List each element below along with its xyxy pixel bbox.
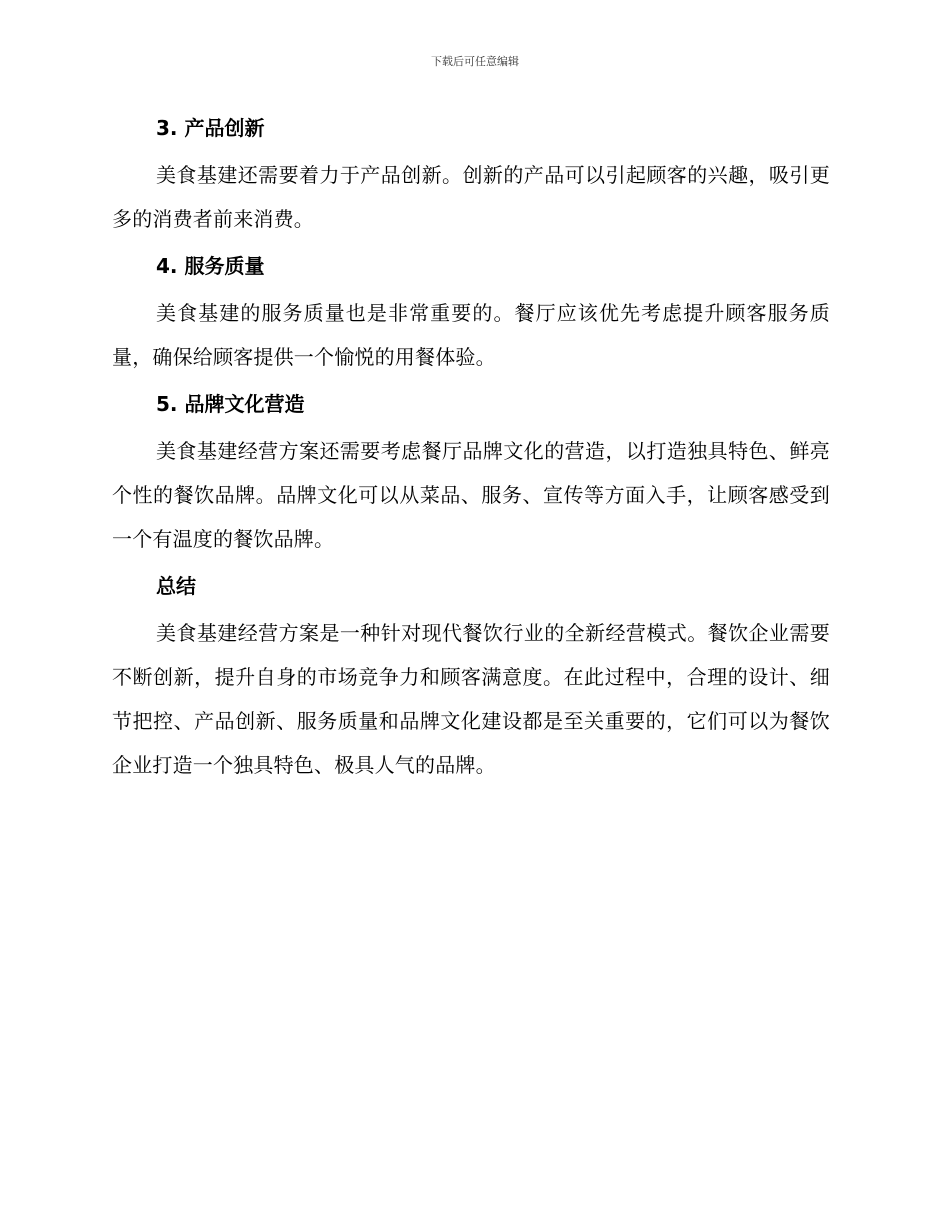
section-paragraph-product-innovation: 美食基建还需要着力于产品创新。创新的产品可以引起顾客的兴趣，吸引更多的消费者前来消费。	[112, 163, 830, 231]
document-body	[112, 112, 830, 787]
section-heading-brand-culture: 5. 品牌文化营造	[156, 392, 305, 416]
section-paragraph-service-quality: 美食基建的服务质量也是非常重要的。餐厅应该优先考虑提升顾客服务质量，确保给顾客提供一个愉悦的用餐体验。	[112, 301, 830, 369]
section-heading-summary: 总结	[156, 574, 196, 598]
page-header-note: 下载后可任意编辑	[431, 55, 519, 68]
section-heading-service-quality: 4. 服务质量	[156, 254, 265, 278]
section-heading-product-innovation: 3. 产品创新	[156, 116, 265, 140]
section-paragraph-brand-culture: 美食基建经营方案还需要考虑餐厅品牌文化的营造，以打造独具特色、鲜亮个性的餐饮品牌。品牌文化可以从菜品、服务、宣传等方面入手，让顾客感受到一个有温度的餐饮品牌。	[112, 439, 830, 551]
section-paragraph-summary: 美食基建经营方案是一种针对现代餐饮行业的全新经营模式。餐饮企业需要不断创新，提升自身的市场竞争力和顾客满意度。在此过程中，合理的设计、细节把控、产品创新、服务质量和品牌文化建设都是至关重要的，它们可以为餐饮企业打造一个独具特色、极具人气的品牌。	[112, 621, 830, 777]
